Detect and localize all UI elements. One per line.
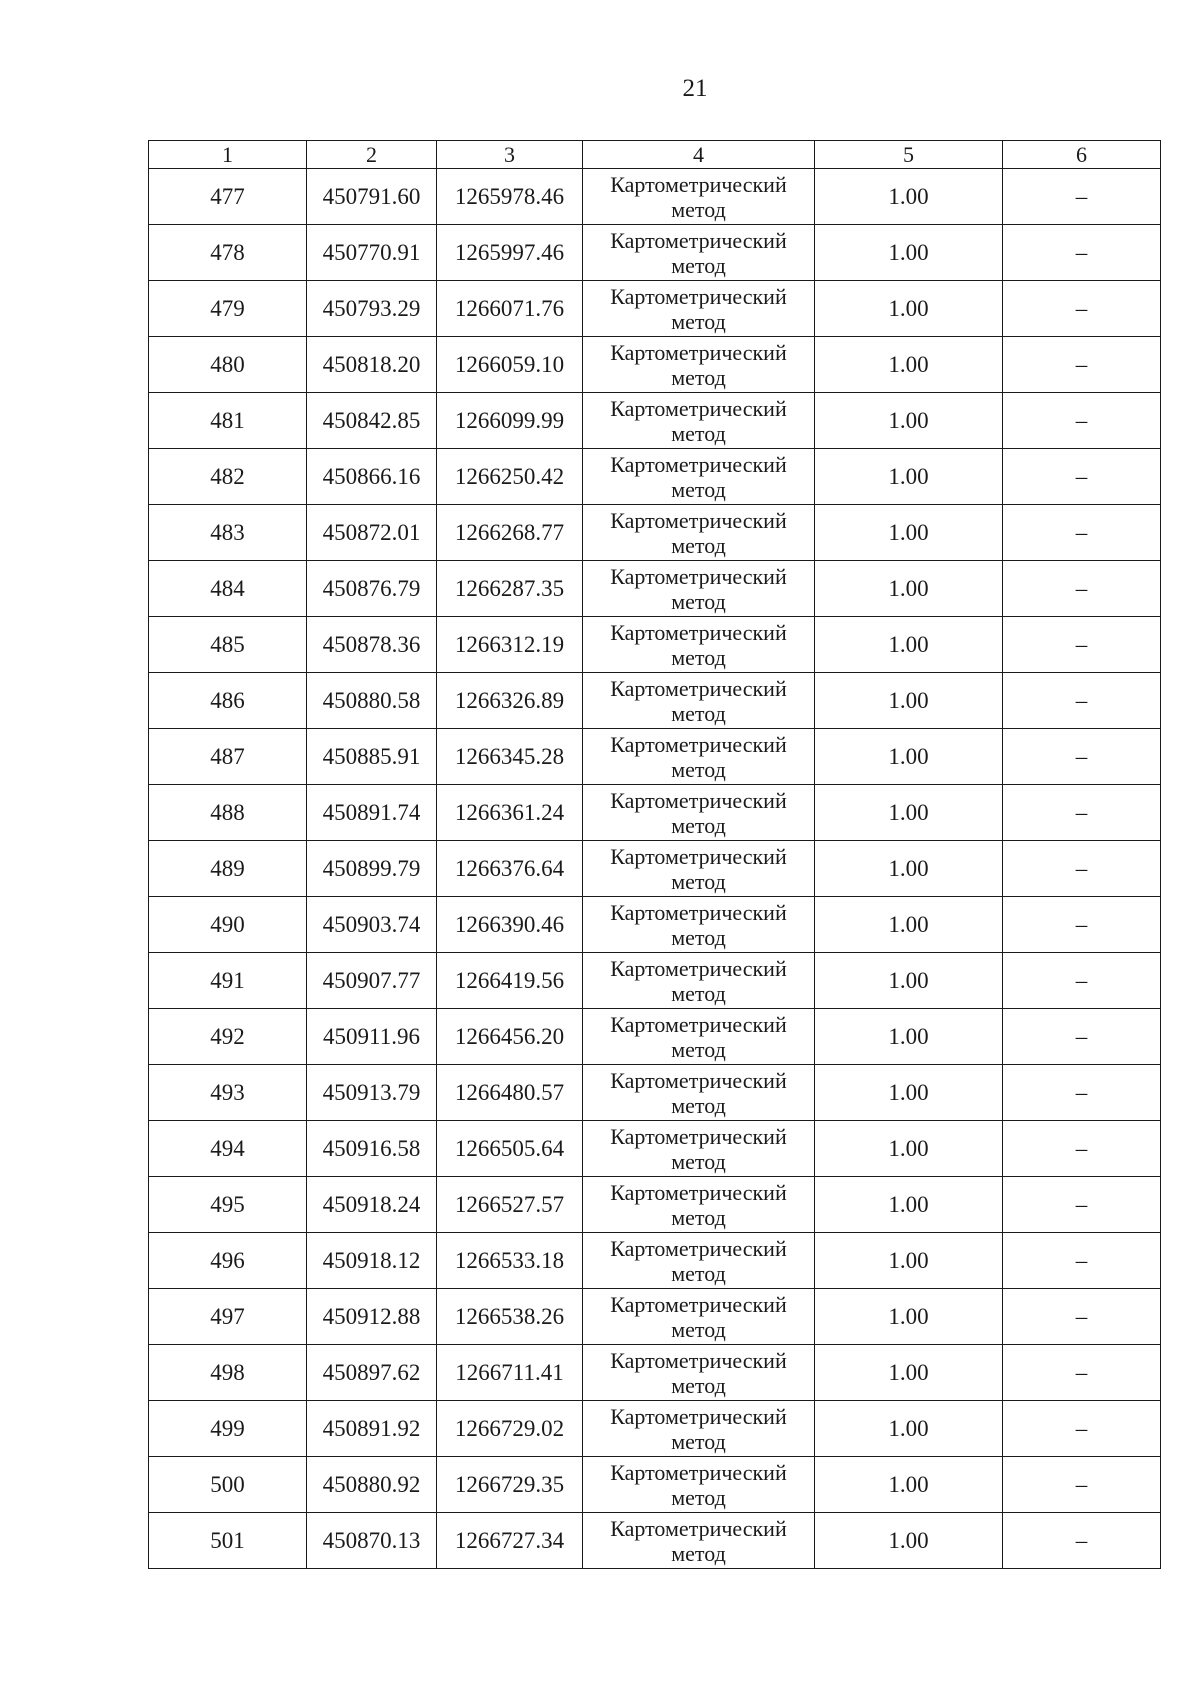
point-number-cell: 486	[149, 673, 307, 729]
x-coordinate-cell: 450911.96	[307, 1009, 437, 1065]
y-coordinate-cell: 1266480.57	[437, 1065, 583, 1121]
method-text-line-2: метод	[671, 1484, 726, 1510]
column-header-1: 1	[149, 141, 307, 169]
method-cell	[583, 1513, 815, 1569]
table-row	[149, 1457, 1161, 1513]
accuracy-cell: 1.00	[815, 169, 1003, 225]
method-cell	[583, 449, 815, 505]
table-row	[149, 281, 1161, 337]
method-cell	[583, 617, 815, 673]
accuracy-cell: 1.00	[815, 337, 1003, 393]
x-coordinate-cell: 450876.79	[307, 561, 437, 617]
page-number: 21	[682, 75, 708, 102]
table-body	[149, 169, 1161, 1569]
table-row	[149, 169, 1161, 225]
y-coordinate-cell: 1266345.28	[437, 729, 583, 785]
method-cell	[583, 1457, 815, 1513]
x-coordinate-cell: 450897.62	[307, 1345, 437, 1401]
y-coordinate-cell: 1266287.35	[437, 561, 583, 617]
y-coordinate-cell: 1266456.20	[437, 1009, 583, 1065]
point-number-cell: 499	[149, 1401, 307, 1457]
method-text-line-1: Картометрический	[610, 563, 787, 589]
method-cell	[583, 1177, 815, 1233]
point-number-cell: 497	[149, 1289, 307, 1345]
x-coordinate-cell: 450885.91	[307, 729, 437, 785]
accuracy-cell: 1.00	[815, 281, 1003, 337]
x-coordinate-cell: 450866.16	[307, 449, 437, 505]
note-cell: –	[1003, 1009, 1161, 1065]
table-row	[149, 785, 1161, 841]
method-text-line-1: Картометрический	[610, 1123, 787, 1149]
method-text-line-1: Картометрический	[610, 675, 787, 701]
y-coordinate-cell: 1266361.24	[437, 785, 583, 841]
y-coordinate-cell: 1266059.10	[437, 337, 583, 393]
x-coordinate-cell: 450918.24	[307, 1177, 437, 1233]
accuracy-cell: 1.00	[815, 1457, 1003, 1513]
method-text-line-2: метод	[671, 364, 726, 390]
method-text-line-2: метод	[671, 1260, 726, 1286]
method-text-line-2: метод	[671, 1316, 726, 1342]
note-cell: –	[1003, 617, 1161, 673]
table-row	[149, 1401, 1161, 1457]
method-text-line-1: Картометрический	[610, 843, 787, 869]
x-coordinate-cell: 450903.74	[307, 897, 437, 953]
accuracy-cell: 1.00	[815, 785, 1003, 841]
method-cell	[583, 1009, 815, 1065]
method-text-line-2: метод	[671, 1148, 726, 1174]
note-cell: –	[1003, 1233, 1161, 1289]
point-number-cell: 478	[149, 225, 307, 281]
point-number-cell: 489	[149, 841, 307, 897]
method-cell	[583, 169, 815, 225]
method-text-line-1: Картометрический	[610, 395, 787, 421]
point-number-cell: 487	[149, 729, 307, 785]
point-number-cell: 498	[149, 1345, 307, 1401]
method-text-line-2: метод	[671, 756, 726, 782]
method-text-line-2: метод	[671, 1428, 726, 1454]
y-coordinate-cell: 1266729.02	[437, 1401, 583, 1457]
note-cell: –	[1003, 673, 1161, 729]
table-row	[149, 953, 1161, 1009]
x-coordinate-cell: 450891.74	[307, 785, 437, 841]
method-text-line-2: метод	[671, 196, 726, 222]
method-text-line-2: метод	[671, 308, 726, 334]
accuracy-cell: 1.00	[815, 225, 1003, 281]
table-row	[149, 729, 1161, 785]
x-coordinate-cell: 450818.20	[307, 337, 437, 393]
table-row	[149, 1121, 1161, 1177]
method-text-line-2: метод	[671, 532, 726, 558]
method-text-line-2: метод	[671, 700, 726, 726]
note-cell: –	[1003, 169, 1161, 225]
method-text-line-1: Картометрический	[610, 1347, 787, 1373]
point-number-cell: 477	[149, 169, 307, 225]
method-text-line-1: Картометрический	[610, 1235, 787, 1261]
method-text-line-2: метод	[671, 420, 726, 446]
table-row	[149, 393, 1161, 449]
method-text-line-2: метод	[671, 812, 726, 838]
method-text-line-1: Картометрический	[610, 619, 787, 645]
method-text-line-2: метод	[671, 1540, 726, 1566]
x-coordinate-cell: 450770.91	[307, 225, 437, 281]
y-coordinate-cell: 1266312.19	[437, 617, 583, 673]
y-coordinate-cell: 1266071.76	[437, 281, 583, 337]
method-cell	[583, 673, 815, 729]
method-text-line-1: Картометрический	[610, 1403, 787, 1429]
accuracy-cell: 1.00	[815, 1345, 1003, 1401]
method-text-line-2: метод	[671, 1204, 726, 1230]
note-cell: –	[1003, 281, 1161, 337]
method-text-line-2: метод	[671, 1372, 726, 1398]
point-number-cell: 495	[149, 1177, 307, 1233]
accuracy-cell: 1.00	[815, 729, 1003, 785]
point-number-cell: 485	[149, 617, 307, 673]
point-number-cell: 490	[149, 897, 307, 953]
table-header	[149, 141, 1161, 169]
accuracy-cell: 1.00	[815, 1289, 1003, 1345]
method-cell	[583, 505, 815, 561]
point-number-cell: 488	[149, 785, 307, 841]
note-cell: –	[1003, 225, 1161, 281]
header-row	[149, 141, 1161, 169]
point-number-cell: 494	[149, 1121, 307, 1177]
accuracy-cell: 1.00	[815, 897, 1003, 953]
column-header-3: 3	[437, 141, 583, 169]
column-header-6: 6	[1003, 141, 1161, 169]
note-cell: –	[1003, 729, 1161, 785]
method-cell	[583, 1401, 815, 1457]
x-coordinate-cell: 450842.85	[307, 393, 437, 449]
x-coordinate-cell: 450880.58	[307, 673, 437, 729]
y-coordinate-cell: 1266268.77	[437, 505, 583, 561]
point-number-cell: 480	[149, 337, 307, 393]
method-cell	[583, 785, 815, 841]
x-coordinate-cell: 450899.79	[307, 841, 437, 897]
y-coordinate-cell: 1266533.18	[437, 1233, 583, 1289]
note-cell: –	[1003, 449, 1161, 505]
method-text-line-1: Картометрический	[610, 1459, 787, 1485]
y-coordinate-cell: 1266711.41	[437, 1345, 583, 1401]
accuracy-cell: 1.00	[815, 841, 1003, 897]
column-header-2: 2	[307, 141, 437, 169]
x-coordinate-cell: 450918.12	[307, 1233, 437, 1289]
point-number-cell: 491	[149, 953, 307, 1009]
table-row	[149, 1065, 1161, 1121]
table-row	[149, 505, 1161, 561]
point-number-cell: 500	[149, 1457, 307, 1513]
method-text-line-1: Картометрический	[610, 899, 787, 925]
note-cell: –	[1003, 897, 1161, 953]
method-text-line-1: Картометрический	[610, 1291, 787, 1317]
method-cell	[583, 897, 815, 953]
note-cell: –	[1003, 1457, 1161, 1513]
method-cell	[583, 841, 815, 897]
accuracy-cell: 1.00	[815, 1177, 1003, 1233]
table-row	[149, 617, 1161, 673]
method-cell	[583, 1065, 815, 1121]
method-cell	[583, 953, 815, 1009]
method-text-line-2: метод	[671, 980, 726, 1006]
point-number-cell: 492	[149, 1009, 307, 1065]
point-number-cell: 501	[149, 1513, 307, 1569]
x-coordinate-cell: 450907.77	[307, 953, 437, 1009]
method-cell	[583, 729, 815, 785]
table-row	[149, 449, 1161, 505]
note-cell: –	[1003, 505, 1161, 561]
note-cell: –	[1003, 1289, 1161, 1345]
method-cell	[583, 225, 815, 281]
x-coordinate-cell: 450916.58	[307, 1121, 437, 1177]
note-cell: –	[1003, 1065, 1161, 1121]
table-row	[149, 225, 1161, 281]
x-coordinate-cell: 450872.01	[307, 505, 437, 561]
accuracy-cell: 1.00	[815, 505, 1003, 561]
point-number-cell: 493	[149, 1065, 307, 1121]
method-text-line-2: метод	[671, 588, 726, 614]
x-coordinate-cell: 450891.92	[307, 1401, 437, 1457]
table-row	[149, 897, 1161, 953]
table-row	[149, 841, 1161, 897]
method-text-line-2: метод	[671, 924, 726, 950]
method-text-line-2: метод	[671, 476, 726, 502]
method-cell	[583, 561, 815, 617]
method-cell	[583, 1233, 815, 1289]
method-text-line-2: метод	[671, 868, 726, 894]
method-cell	[583, 393, 815, 449]
accuracy-cell: 1.00	[815, 1513, 1003, 1569]
x-coordinate-cell: 450880.92	[307, 1457, 437, 1513]
method-text-line-2: метод	[671, 1036, 726, 1062]
y-coordinate-cell: 1266729.35	[437, 1457, 583, 1513]
note-cell: –	[1003, 1401, 1161, 1457]
table-row	[149, 1233, 1161, 1289]
point-number-cell: 496	[149, 1233, 307, 1289]
method-cell	[583, 1121, 815, 1177]
note-cell: –	[1003, 561, 1161, 617]
table-row	[149, 1345, 1161, 1401]
note-cell: –	[1003, 393, 1161, 449]
method-text-line-1: Картометрический	[610, 451, 787, 477]
point-number-cell: 479	[149, 281, 307, 337]
method-text-line-1: Картометрический	[610, 1067, 787, 1093]
method-text-line-1: Картометрический	[610, 171, 787, 197]
method-cell	[583, 281, 815, 337]
accuracy-cell: 1.00	[815, 1233, 1003, 1289]
method-text-line-1: Картометрический	[610, 227, 787, 253]
method-text-line-1: Картометрический	[610, 339, 787, 365]
accuracy-cell: 1.00	[815, 673, 1003, 729]
method-text-line-1: Картометрический	[610, 955, 787, 981]
x-coordinate-cell: 450791.60	[307, 169, 437, 225]
table-row	[149, 673, 1161, 729]
y-coordinate-cell: 1266419.56	[437, 953, 583, 1009]
point-number-cell: 482	[149, 449, 307, 505]
table-row	[149, 1289, 1161, 1345]
accuracy-cell: 1.00	[815, 1401, 1003, 1457]
y-coordinate-cell: 1266250.42	[437, 449, 583, 505]
method-text-line-1: Картометрический	[610, 283, 787, 309]
y-coordinate-cell: 1266390.46	[437, 897, 583, 953]
method-text-line-1: Картометрический	[610, 731, 787, 757]
point-number-cell: 481	[149, 393, 307, 449]
accuracy-cell: 1.00	[815, 449, 1003, 505]
note-cell: –	[1003, 1177, 1161, 1233]
accuracy-cell: 1.00	[815, 393, 1003, 449]
note-cell: –	[1003, 1345, 1161, 1401]
coordinates-table	[148, 140, 1161, 1569]
table-row	[149, 1177, 1161, 1233]
point-number-cell: 484	[149, 561, 307, 617]
x-coordinate-cell: 450878.36	[307, 617, 437, 673]
x-coordinate-cell: 450870.13	[307, 1513, 437, 1569]
method-text-line-2: метод	[671, 252, 726, 278]
accuracy-cell: 1.00	[815, 1121, 1003, 1177]
method-text-line-2: метод	[671, 644, 726, 670]
table-row	[149, 337, 1161, 393]
y-coordinate-cell: 1266099.99	[437, 393, 583, 449]
y-coordinate-cell: 1266326.89	[437, 673, 583, 729]
note-cell: –	[1003, 953, 1161, 1009]
note-cell: –	[1003, 841, 1161, 897]
accuracy-cell: 1.00	[815, 561, 1003, 617]
y-coordinate-cell: 1266727.34	[437, 1513, 583, 1569]
method-text-line-2: метод	[671, 1092, 726, 1118]
method-text-line-1: Картометрический	[610, 1011, 787, 1037]
method-cell	[583, 1345, 815, 1401]
point-number-cell: 483	[149, 505, 307, 561]
method-text-line-1: Картометрический	[610, 507, 787, 533]
note-cell: –	[1003, 1121, 1161, 1177]
method-text-line-1: Картометрический	[610, 787, 787, 813]
column-header-5: 5	[815, 141, 1003, 169]
y-coordinate-cell: 1266538.26	[437, 1289, 583, 1345]
table-row	[149, 1009, 1161, 1065]
table-row	[149, 561, 1161, 617]
accuracy-cell: 1.00	[815, 953, 1003, 1009]
note-cell: –	[1003, 1513, 1161, 1569]
x-coordinate-cell: 450913.79	[307, 1065, 437, 1121]
y-coordinate-cell: 1266505.64	[437, 1121, 583, 1177]
y-coordinate-cell: 1265997.46	[437, 225, 583, 281]
method-text-line-1: Картометрический	[610, 1179, 787, 1205]
accuracy-cell: 1.00	[815, 617, 1003, 673]
note-cell: –	[1003, 337, 1161, 393]
y-coordinate-cell: 1266527.57	[437, 1177, 583, 1233]
accuracy-cell: 1.00	[815, 1009, 1003, 1065]
accuracy-cell: 1.00	[815, 1065, 1003, 1121]
method-text-line-1: Картометрический	[610, 1515, 787, 1541]
y-coordinate-cell: 1265978.46	[437, 169, 583, 225]
y-coordinate-cell: 1266376.64	[437, 841, 583, 897]
x-coordinate-cell: 450793.29	[307, 281, 437, 337]
column-header-4: 4	[583, 141, 815, 169]
method-cell	[583, 337, 815, 393]
x-coordinate-cell: 450912.88	[307, 1289, 437, 1345]
note-cell: –	[1003, 785, 1161, 841]
method-cell	[583, 1289, 815, 1345]
table-row	[149, 1513, 1161, 1569]
